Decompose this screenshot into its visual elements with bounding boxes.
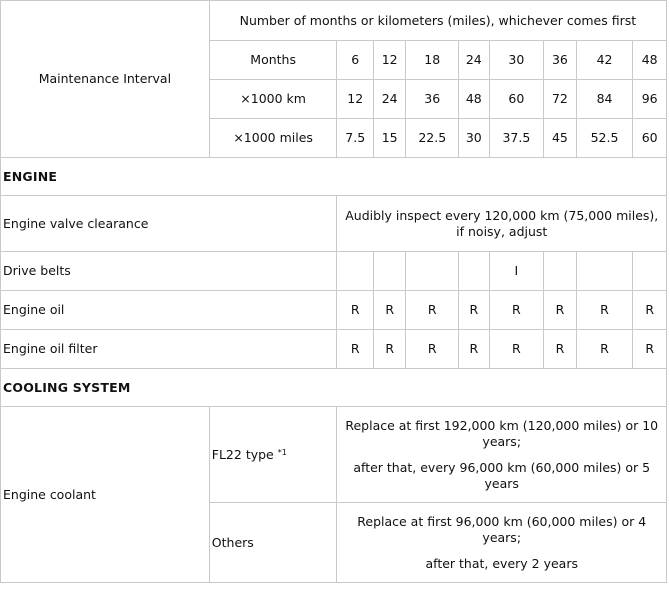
schedule-cell [459, 252, 489, 291]
item-label-engine-oil-filter: Engine oil filter [1, 330, 337, 369]
schedule-cell: R [633, 330, 667, 369]
miles-value: 37.5 [489, 119, 544, 158]
row-engine-valve-clearance [1, 196, 667, 252]
months-value: 12 [373, 41, 405, 80]
schedule-cell: R [373, 291, 405, 330]
miles-value: 15 [373, 119, 405, 158]
others-note-line1: Replace at first 96,000 km (60,000 miles) or 4 years; [357, 513, 647, 545]
others-interval-note [337, 503, 667, 583]
miles-value: 60 [633, 119, 667, 158]
months-value: 30 [489, 41, 544, 80]
valve-clearance-note: Audibly inspect every 120,000 km (75,000 miles), if noisy, adjust [337, 196, 667, 252]
section-title-engine: ENGINE [1, 158, 667, 196]
km-value: 12 [337, 80, 373, 119]
schedule-cell: R [459, 330, 489, 369]
months-value: 48 [633, 41, 667, 80]
schedule-cell: R [633, 291, 667, 330]
schedule-cell [337, 252, 373, 291]
section-row-engine [1, 158, 667, 196]
schedule-cell: R [576, 330, 633, 369]
schedule-cell: R [459, 291, 489, 330]
schedule-cell: R [337, 330, 373, 369]
months-value: 6 [337, 41, 373, 80]
item-label-valve-clearance: Engine valve clearance [1, 196, 337, 252]
km-value: 48 [459, 80, 489, 119]
fl22-label: FL22 type [211, 446, 274, 462]
miles-value: 45 [544, 119, 576, 158]
schedule-cell [544, 252, 576, 291]
schedule-cell [373, 252, 405, 291]
header-row-span [1, 1, 667, 41]
others-note-line2: after that, every 2 years [425, 555, 578, 571]
miles-value: 7.5 [337, 119, 373, 158]
schedule-cell [633, 252, 667, 291]
row-label-months: Months [209, 41, 337, 80]
schedule-cell: R [489, 330, 544, 369]
row-drive-belts [1, 252, 667, 291]
interval-span-label: Number of months or kilometers (miles), whichever comes first [209, 1, 666, 41]
row-label-km: ×1000 km [209, 80, 337, 119]
schedule-cell: R [544, 291, 576, 330]
months-value: 36 [544, 41, 576, 80]
miles-value: 52.5 [576, 119, 633, 158]
maintenance-interval-label: Maintenance Interval [1, 1, 210, 158]
section-title-cooling: COOLING SYSTEM [1, 369, 667, 407]
coolant-type-others: Others [209, 503, 337, 583]
schedule-cell: R [337, 291, 373, 330]
schedule-cell: R [373, 330, 405, 369]
km-value: 96 [633, 80, 667, 119]
km-value: 36 [406, 80, 459, 119]
row-engine-oil-filter [1, 330, 667, 369]
coolant-type-fl22 [209, 407, 337, 503]
km-value: 84 [576, 80, 633, 119]
item-label-engine-oil: Engine oil [1, 291, 337, 330]
miles-value: 22.5 [406, 119, 459, 158]
schedule-cell [576, 252, 633, 291]
months-value: 42 [576, 41, 633, 80]
fl22-note-line1: Replace at first 192,000 km (120,000 miles) or 10 years; [345, 417, 659, 449]
schedule-cell: I [489, 252, 544, 291]
row-label-miles: ×1000 miles [209, 119, 337, 158]
fl22-interval-note [337, 407, 667, 503]
item-label-drive-belts: Drive belts [1, 252, 337, 291]
item-label-engine-coolant: Engine coolant [1, 407, 210, 583]
schedule-cell: R [544, 330, 576, 369]
section-row-cooling [1, 369, 667, 407]
row-coolant-fl22 [1, 407, 667, 503]
fl22-note-line2: after that, every 96,000 km (60,000 miles) or 5 years [353, 459, 651, 491]
months-value: 24 [459, 41, 489, 80]
miles-value: 30 [459, 119, 489, 158]
fl22-footnote: *1 [277, 447, 287, 457]
km-value: 60 [489, 80, 544, 119]
km-value: 72 [544, 80, 576, 119]
months-value: 18 [406, 41, 459, 80]
schedule-cell: R [489, 291, 544, 330]
schedule-cell [406, 252, 459, 291]
schedule-cell: R [406, 291, 459, 330]
schedule-cell: R [406, 330, 459, 369]
km-value: 24 [373, 80, 405, 119]
schedule-cell: R [576, 291, 633, 330]
row-engine-oil [1, 291, 667, 330]
